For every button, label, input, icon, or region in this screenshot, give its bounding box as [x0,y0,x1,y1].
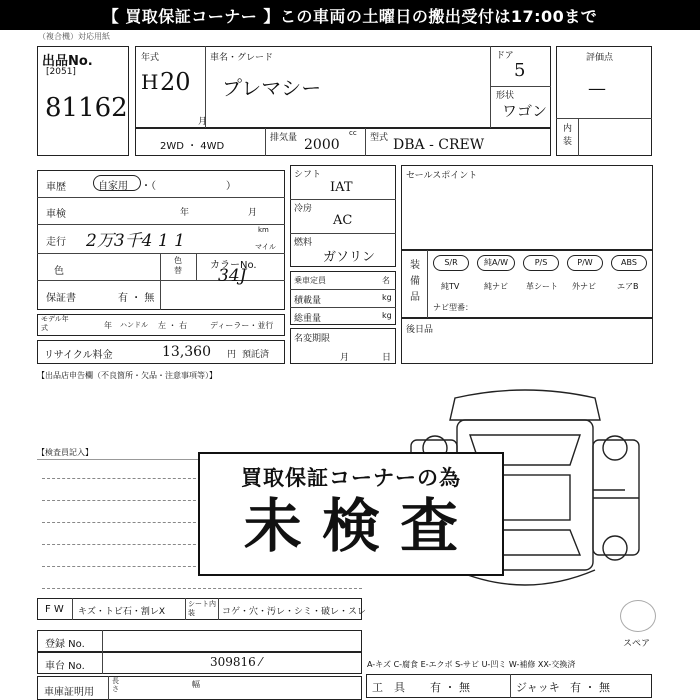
fw-label: F W [45,604,64,615]
type-label: 型式 [370,133,389,143]
shift-label: シフト [294,170,322,180]
score-value: — [588,78,606,99]
score-label: 評価点 [586,53,614,63]
equip-pill-pw: P/W [567,255,603,271]
equip-opt-navi: 純ナビ [484,282,508,291]
year-label: 年式 [141,53,160,63]
history-rest: ・（ ） [141,181,236,192]
equip-opt-tv: 純TV [441,282,460,291]
weight-label: 総重量 [294,314,322,324]
model-year-year: 年 [104,321,112,330]
jack-label: ジャッキ [516,681,560,694]
model-year-handle: ハンドル [120,321,148,329]
color-change-label: 色替 [174,256,182,275]
year-era: H [141,70,159,94]
fw-interior: シート内装 [188,600,216,617]
load-unit: kg [382,293,392,302]
lot-stamp: [2051] [46,67,76,77]
body-type-label: 形状 [496,91,515,101]
tools-label: 工 具 [372,681,405,694]
fw-text: キズ・トビ石・割レX [78,607,165,617]
model-year-dealer: ディーラー・並行 [210,321,274,330]
equip-pill-sr: S/R [433,255,469,271]
chassis-row [37,652,362,674]
chassis-value: 309816 ⁄ [210,655,262,669]
displacement-unit: cc [349,129,357,137]
inspection-label: 車検 [46,209,66,220]
equipment-label: 装備品 [410,260,420,303]
load-label: 積載量 [294,296,322,306]
model-value: プレマシー [222,76,322,100]
weight-unit: kg [382,311,392,320]
damage-legend: A-キズ C-腐食 E-エクボ S-サビ U-凹ミ W-補修 XX-交換済 [367,660,576,669]
garage-width: 幅 [192,680,200,689]
doors-value: 5 [514,60,526,81]
sales-point-label: セールスポイント [406,171,478,181]
spare-circle [620,600,656,632]
spare-label: スペア [623,639,651,649]
color-no: 34J [218,266,247,286]
lot-number: 81162 [45,93,128,123]
equip-pill-aw: 純A/W [477,255,515,271]
cooling-label: 冷房 [294,204,313,214]
year-month-unit: 月 [198,117,208,127]
equip-opt-leather: 革シート [526,282,558,291]
displacement-label: 排気量 [270,133,298,143]
jack-value: 有 ・ 無 [570,681,610,694]
equip-navi-model: ナビ型番： [433,303,473,312]
mileage-unit-mile: マイル [255,243,276,251]
post-date-box [401,318,653,364]
fw-interior-text: コゲ・穴・汚レ・シミ・破レ・スレ [222,607,367,617]
name-change-day: 日 [382,353,392,363]
header-note: （複合機）対応用紙 [38,32,110,41]
name-change-label: 名変期限 [294,334,331,344]
inspector-notes-label: 【検査員記入】 [37,448,93,457]
displacement-value: 2000 [304,137,340,153]
score-interior-label: 内装 [563,124,573,147]
capacity-label: 乗車定員 [294,276,326,285]
color-no-label: カラーNo. [210,260,257,271]
cooling-value: AC [333,213,353,228]
post-date-label: 後日品 [406,325,434,335]
history-label: 車歴 [46,182,66,193]
mileage-value: 2万3千4 1 1 [86,231,185,251]
model-label: 車名・グレード [210,53,274,63]
recycle-value: 13,360 [162,344,211,360]
inspection-year: 年 [180,208,190,218]
tools-value: 有 ・ 無 [430,681,470,694]
model-year-handle-val: 左 ・ 右 [158,321,188,330]
inspection-month: 月 [248,208,258,218]
recycle-label: リサイクル料金 [44,350,113,361]
doors-label: ドア [496,51,514,61]
garage-length: 長さ [112,677,119,693]
mileage-label: 走行 [46,237,66,248]
type-value: DBA - CREW [393,137,485,153]
chassis-label: 車台 No. [45,661,85,672]
equip-pill-abs: ABS [611,255,647,271]
shift-value: IAT [330,180,353,195]
mileage-unit-km: km [258,226,269,234]
warranty-label: 保証書 [46,293,76,304]
body-type-value: ワゴン [502,102,548,120]
recycle-unit: 円 [227,350,237,360]
recycle-deposit: 預託済 [242,350,270,360]
lot-label: 出品No. [42,54,93,69]
banner-text: 【 買取保証コーナー 】この車両の土曜日の搬出受付は17:00まで [102,7,598,26]
model-year-label: モデル年式 [41,315,69,332]
seller-notes-label: 【出品店申告欄（不良箇所・欠品・注意事項等）】 [37,371,217,380]
registration-row [37,630,362,652]
equip-pill-ps: P/S [523,255,559,271]
stamp-line1: 買取保証コーナーの為 [241,466,461,490]
garage-label: 車庫証明用 [44,687,94,698]
history-value: 自家用 [98,181,128,192]
fuel-value: ガソリン [323,250,376,265]
capacity-unit: 名 [382,276,390,285]
drive: 2WD ・ 4WD [160,141,225,152]
stamp-line2: 未 検 査 [243,492,459,560]
year-value: 20 [160,68,191,96]
color-label: 色 [54,266,64,277]
equip-opt-airbag: エアB [617,282,639,291]
fuel-label: 燃料 [294,238,313,248]
warranty-value: 有 ・ 無 [118,293,155,304]
registration-label: 登録 No. [45,639,85,650]
name-change-month: 月 [340,353,350,363]
equip-opt-ext-navi: 外ナビ [572,282,596,291]
